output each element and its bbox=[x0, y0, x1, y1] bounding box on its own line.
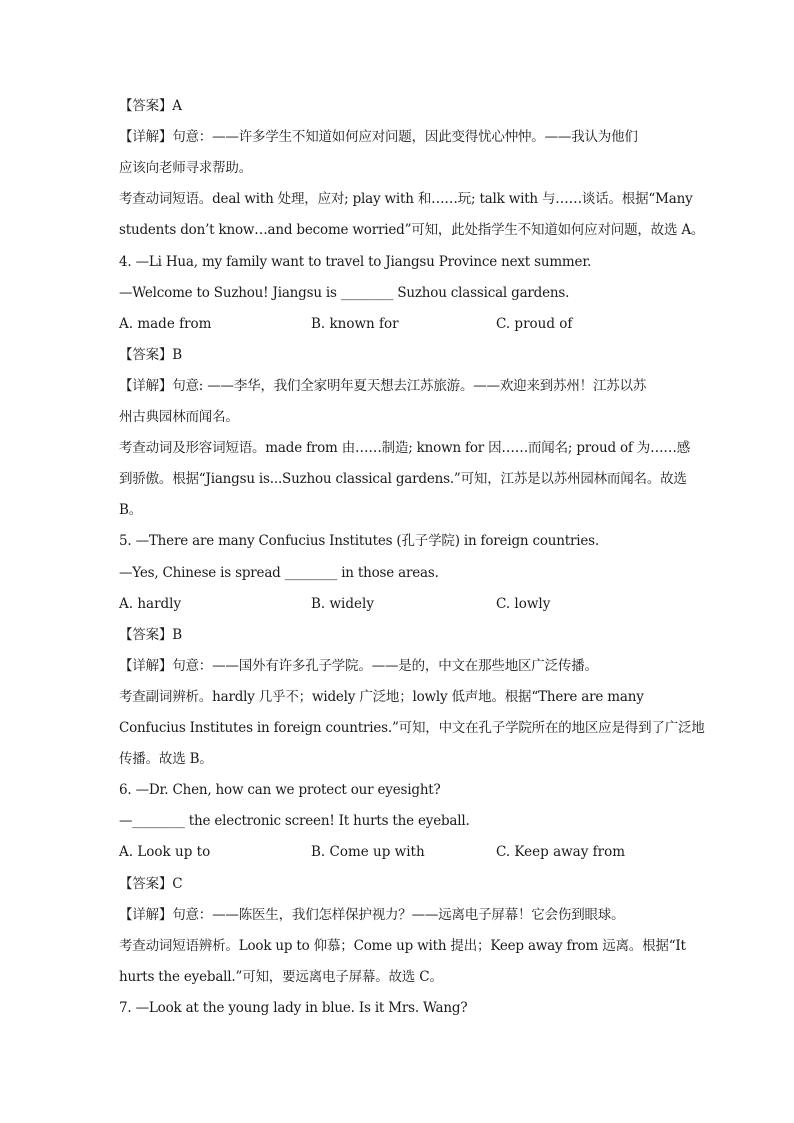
text-line: 考查动词短语辨析。Look up to 仰慕；Come up with 提出；Keep away from 远离。根据“It bbox=[119, 938, 686, 954]
text-line: 应该向老师寻求帮助。 bbox=[119, 160, 252, 176]
option-c: C. proud of bbox=[496, 316, 573, 332]
text-line: 【答案】B bbox=[119, 627, 182, 643]
text-line: —Yes, Chinese is spread ________ in those areas. bbox=[119, 565, 439, 581]
answer-options bbox=[119, 315, 679, 333]
option-c: C. Keep away from bbox=[496, 844, 626, 860]
answer-options bbox=[119, 843, 679, 861]
text-line: 【答案】C bbox=[119, 876, 183, 892]
text-line: hurts the eyeball.”可知，要远离电子屏幕。故选 C。 bbox=[119, 969, 443, 985]
text-line: 考查动词及形容词短语。made from 由……制造; known for 因……而闻名; proud of 为……感 bbox=[119, 440, 691, 456]
text-line: Confucius Institutes in foreign countries.”可知，中文在孔子学院所在的地区应是得到了广泛地 bbox=[119, 720, 705, 736]
option-b: B. known for bbox=[311, 316, 399, 332]
option-a: A. hardly bbox=[119, 596, 182, 612]
text-line: —________ the electronic screen! It hurts the eyeball. bbox=[119, 813, 470, 829]
option-a: A. Look up to bbox=[119, 844, 211, 860]
text-line: 州古典园林而闻名。 bbox=[119, 409, 239, 425]
text-line: B。 bbox=[119, 502, 143, 518]
text-line: 【详解】句意：——国外有许多孔子学院。——是的，中文在那些地区广泛传播。 bbox=[119, 658, 598, 674]
text-line: 传播。故选 B。 bbox=[119, 751, 213, 767]
option-c: C. lowly bbox=[496, 596, 551, 612]
text-line: 考查动词短语。deal with 处理，应对; play with 和……玩; talk with 与……谈话。根据“Many bbox=[119, 191, 693, 207]
text-line: 6. —Dr. Chen, how can we protect our eyesight? bbox=[119, 782, 441, 798]
text-line: —Welcome to Suzhou! Jiangsu is ________ Suzhou classical gardens. bbox=[119, 285, 570, 301]
text-line: 【答案】B bbox=[119, 347, 182, 363]
text-line: 考查副词辨析。hardly 几乎不；widely 广泛地；lowly 低声地。根据“There are many bbox=[119, 689, 644, 705]
answer-options bbox=[119, 595, 679, 613]
text-line: 【详解】句意：——许多学生不知道如何应对问题，因此变得忧心忡忡。——我认为他们 bbox=[119, 129, 638, 145]
text-line: 7. —Look at the young lady in blue. Is it Mrs. Wang? bbox=[119, 1000, 468, 1016]
text-line: 5. —There are many Confucius Institutes (孔子学院) in foreign countries. bbox=[119, 533, 599, 549]
text-line: 【详解】句意：——陈医生，我们怎样保护视力？——远离电子屏幕！它会伤到眼球。 bbox=[119, 907, 625, 923]
option-a: A. made from bbox=[119, 316, 212, 332]
text-line: 【详解】句意: ——李华，我们全家明年夏天想去江苏旅游。——欢迎来到苏州！江苏以苏 bbox=[119, 378, 647, 394]
option-b: B. widely bbox=[311, 596, 374, 612]
option-b: B. Come up with bbox=[311, 844, 425, 860]
text-line: students don’t know…and become worried”可知，此处指学生不知道如何应对问题，故选 A。 bbox=[119, 222, 705, 238]
text-line: 4. —Li Hua, my family want to travel to Jiangsu Province next summer. bbox=[119, 254, 592, 270]
text-line: 到骄傲。根据“Jiangsu is...Suzhou classical gardens.”可知，江苏是以苏州园林而闻名。故选 bbox=[119, 471, 687, 487]
text-line: 【答案】A bbox=[119, 98, 182, 114]
